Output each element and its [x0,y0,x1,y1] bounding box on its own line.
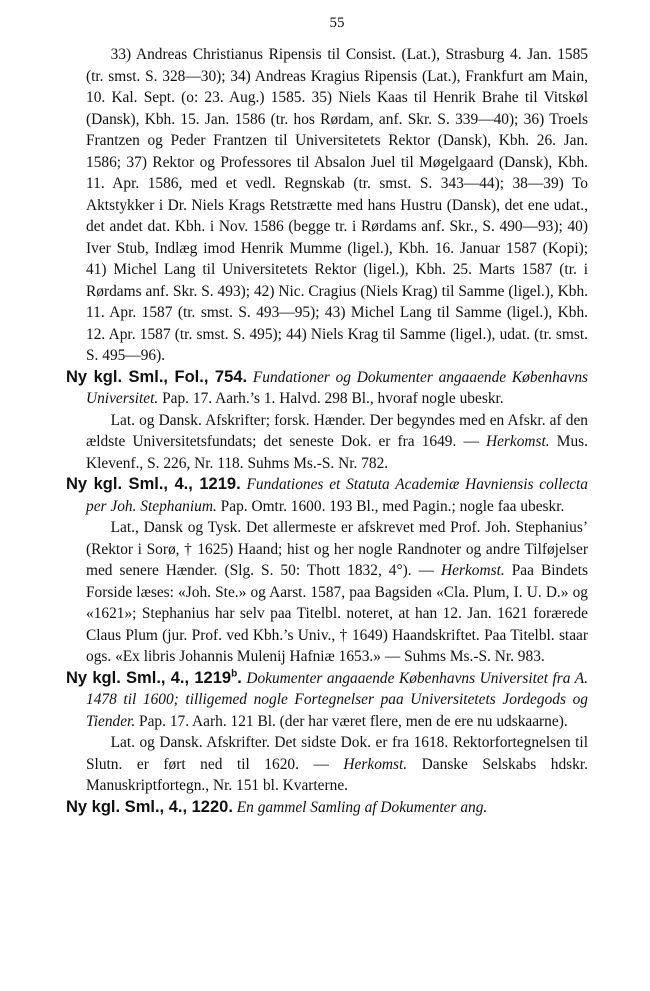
page-number: 55 [329,15,345,31]
entry-heading: Ny kgl. Sml., Fol., 754. [66,367,248,386]
entry-1220 [66,797,588,819]
entry-1219 [66,474,588,517]
entry-description: Pap. Omtr. 1600. 193 Bl., med Pagin.; nogle faa ubeskr. [220,497,565,515]
entry-heading-text: Ny kgl. Sml., 4., 1219 [66,668,232,687]
entry-title: Fundationer og Dokumenter angaaende Københavns Universitet. [86,368,588,407]
herkomst-label: Herkomst. [485,433,550,450]
herkomst-label: Herkomst. [441,562,505,579]
entry-description: Pap. 17. Aarh.’s 1. Halvd. 298 Bl., hvoraf nogle ubeskr. [162,390,504,407]
entry-body-text: Lat., Dansk og Tysk. Det allermeste er afskrevet med Prof. Joh. Stephanius’ (Rektor i Sorø, † 1625) Haand; hist og her nogle Randnoter og andre Tilføjelser med senere Hænder. (Slg. S. 50: Thott 1832, 4°). — [86,519,588,579]
entry-body [86,410,588,475]
continuation-text: 33) Andreas Christianus Ripensis til Consist. (Lat.), Strasburg 4. Jan. 1585 (tr. smst. S. 328—30); 34) Andreas Kragius Ripensis (Lat.), Frankfurt am Main, 10. Kal. Sept. (o: 23. Aug.) 1585. 35) Niels Kaas til Henrik Brahe til Vitskøl (Dansk), Kbh. 15. Jan. 1586 (tr. hos Rørdam, anf. Skr. S. 339—40); 36) Troels Frantzen og Peder Frantzen til Universitetets Rektor (Dansk), Kbh. 26. Jan. 1586; 37) Rektor og Professores til Absalon Juel til Møgelgaard (Dansk), Kbh. 11. Apr. 1586, med et vedl. Regnskab (tr. smst. S. 343—44); 38—39) To Aktstykker i Dr. Niels Krags Retstrætte med hans Hustru (Dansk), det ene udat., det andet dat. Kbh. i Nov. 1586 (begge tr. i Rørdams anf. Skr., S. 490—93); 40) Iver Stub, Indlæg imod Henrik Mumme (ligel.), Kbh. 16. Januar 1587 (Kopi); 41) Michel Lang til Universitetets Rektor (ligel.), Kbh. 25. Marts 1587 (tr. i Rørdams anf. Skr. S. 493); 42) Nic. Cragius (Niels Krag) til Samme (ligel.), Kbh. 11. Apr. 1587 (tr. smst. S. 493—95); 43) Michel Lang til Samme (ligel.), Kbh. 12. Apr. 1587 (tr. smst. S. 495); 44) Niels Krag til Samme (ligel.), udat. (tr. smst. S. 495—96). [86,46,588,364]
entry-1219b [66,668,588,733]
entry-body [86,517,588,668]
entry-provenance: Mus. Klevenf., S. 226, Nr. 118. Suhms Ms.-S. Nr. 782. [86,433,589,472]
entry-title: En gammel Samling af Dokumenter ang. [236,798,488,816]
entry-provenance: Danske Selskabs hdskr. Manuskriptfortegn., Nr. 151 bl. Kvarterne. [86,755,588,794]
herkomst-label: Herkomst. [343,755,408,773]
entry-title: Dokumenter angaaende Københavns Universitet fra A. 1478 til 1600; tilligemed nogle Fortegnelser paa Universitetets Jordegods og Tiender. [86,669,588,730]
entry-heading: Ny kgl. Sml., 4., 1220. [66,797,233,816]
entry-body-text: Lat. og Dansk. Afskrifter; forsk. Hænder. Der begyndes med en Afskr. af den ældste Universitetsfundats; det seneste Dok. er fra 1649. — [86,411,588,450]
entry-heading: Ny kgl. Sml., 4., 1219. [66,475,241,493]
entry-heading-period: . [237,668,242,687]
entry-provenance: Paa Bindets Forside læses: «Joh. Ste.» og Aarst. 1587, paa Bagsiden «Cla. Plum, I. U. D.» og «1621»; Stephanius har selv paa Titelbl. noteret, at han 12. Jan. 1621 forærede Claus Plum (jur. Prof. ved Kbh.’s Univ., † 1649) Haandskriftet. Paa Titelbl. staar ogs. «Ex libris Johannis Mulenij Hafniæ 1653.» — Suhms Ms.-S. Nr. 983. [86,562,588,665]
entry-body [86,732,588,797]
entry-body-text: Lat. og Dansk. Afskrifter. Det sidste Dok. er fra 1618. Rektorfortegnelsen til Slutn. er ført ned til 1620. — [86,734,588,773]
entry-description: Pap. 17. Aarh. 121 Bl. (der har været flere, men de ere nu udskaarne). [139,712,568,730]
entry-title: Fundationes et Statuta Academiæ Havniensis collecta per Joh. Stephanium. [86,476,588,515]
entry-heading [66,669,242,687]
entry-754 [66,367,588,410]
entry-heading-superscript: b [231,668,238,679]
